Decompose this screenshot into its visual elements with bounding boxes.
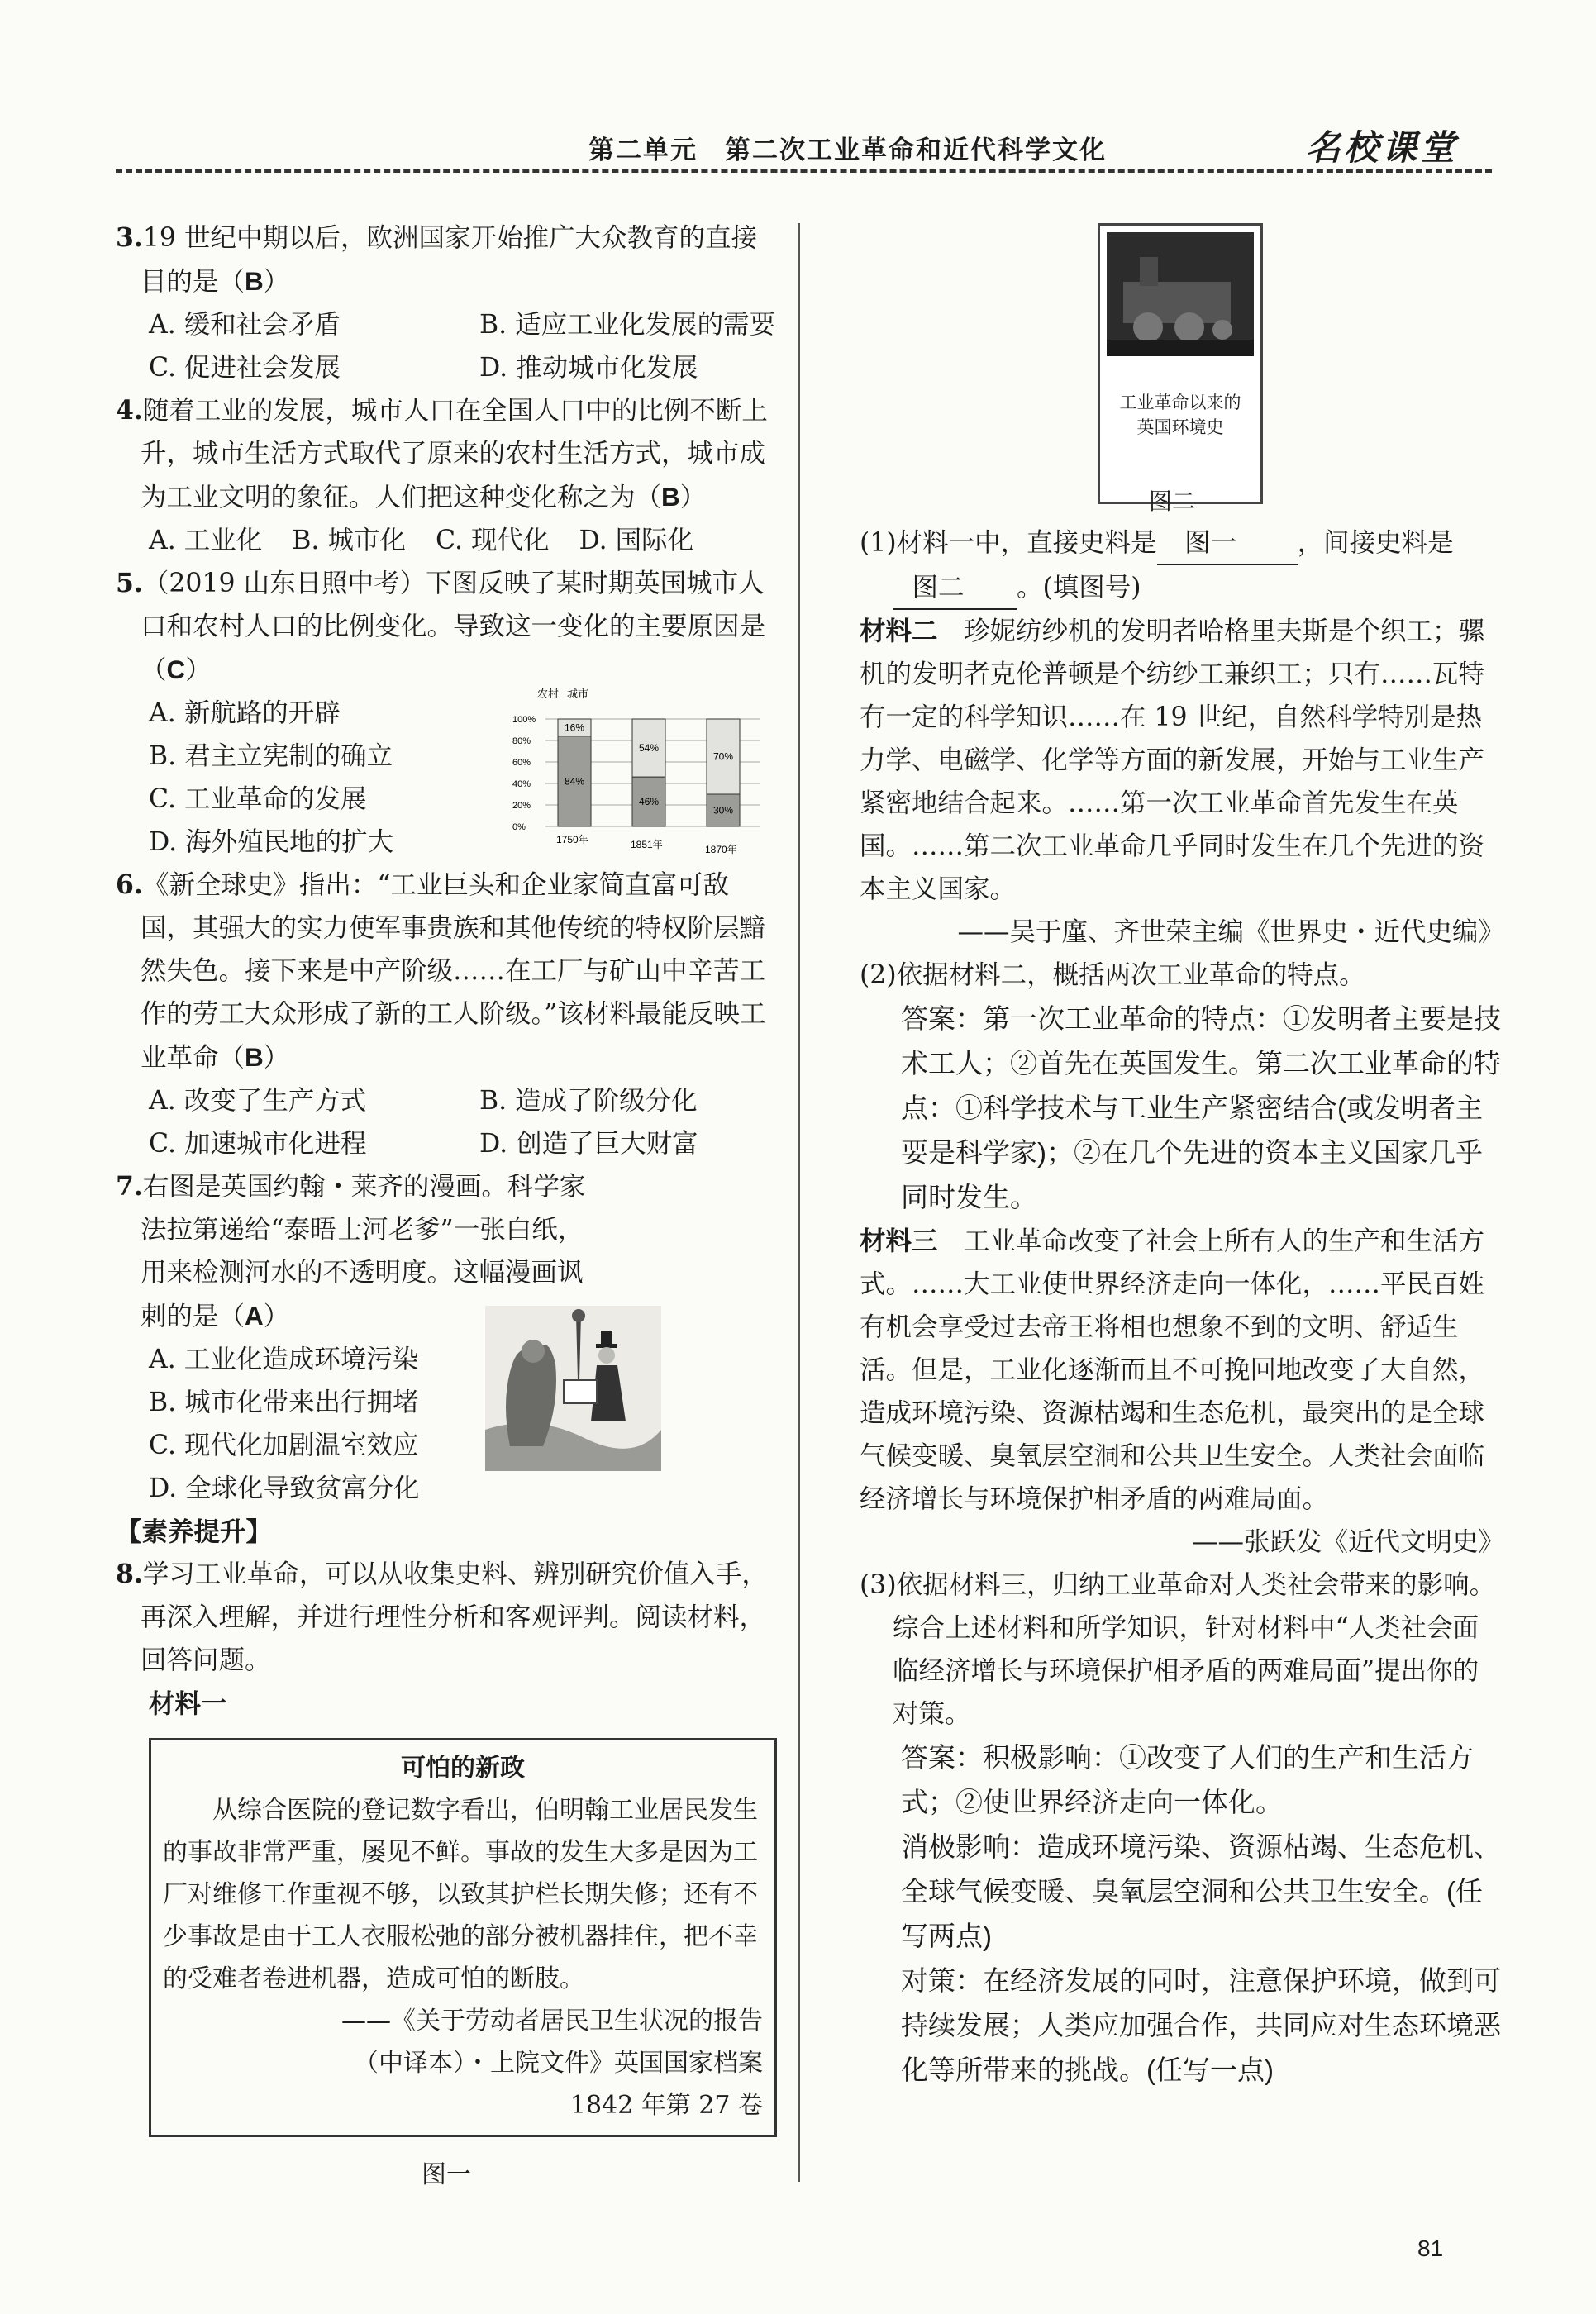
material-2 [860,610,1504,911]
question-4: 4.随着工业的发展，城市人口在全国人口中的比例不断上升，城市生活方式取代了原来的农村生活方式，城市成为工业文明的象征。人们把这种变化称之为（B） A. 工业化 B. 城市化 C. 现代化 D. 国际化 [116,389,777,562]
right-column [860,521,1504,2093]
sub-question-2: (2)依据材料二，概括两次工业革命的特点。 [860,960,1365,990]
column-divider [798,223,800,2182]
left-column [116,217,777,2197]
question-stem: 随着工业的发展，城市人口在全国人口中的比例不断上升，城市生活方式取代了原来的农村生活方式，城市成为工业文明的象征。人们把这种变化称之为（ [141,396,768,512]
option-d: D. 海外殖民地的扩大 [149,827,394,857]
option-c: C. 工业革命的发展 [149,784,367,814]
question-stem: 19 世纪中期以后，欧洲国家开始推广大众教育的直接目的是（ [141,223,757,297]
sub-question-3: (3)依据材料三，归纳工业革命对人类社会带来的影响。综合上述材料和所学知识，针对材料中“人类社会面临经济增长与环境保护相矛盾的两难局面”提出你的对策。 [860,1570,1496,1729]
option-d: D. 全球化导致贫富分化 [149,1474,420,1503]
option-d: D. 国际化 [579,526,694,555]
answer: A [245,1301,264,1331]
sub-question-1: (1)材料一中，直接史料是 图一 ，间接史料是图二 。(填图号) [860,521,1504,610]
question-number: 3. [116,222,143,253]
material-2-label: 材料二 [860,616,938,646]
options [116,1079,777,1165]
answer-2: 答案：第一次工业革命的特点：①发明者主要是技术工人；②首先在英国发生。第二次工业革命的特点：①科学技术与工业生产紧密结合(或发明者主要是科学家)；②在几个先进的资本主义国家几乎同时发生。 [901,1003,1501,1212]
option-a: A. 工业化造成环境污染 [149,1345,419,1374]
y-tick-label: 20% [512,801,531,811]
option-b: B. 城市化 [292,526,406,555]
book-title-line-1: 工业革命以来的 [1119,393,1241,412]
train-photo [1107,232,1254,356]
question-stem: 《新全球史》指出：“工业巨头和企业家简直富可敌国，其强大的实力使军事贵族和其他传统的特权阶层黯然失色。接下来是中产阶级……在工厂与矿山中辛苦工作的劳工大众形成了新的工人阶级。”该材料最能反映工业革命（ [141,870,766,1073]
urban-value-label: 16% [565,721,585,734]
question-stem: 学习工业革命，可以从收集史料、辨别研究价值入手，再深入理解，并进行理性分析和客观评判。阅读材料，回答问题。 [141,1559,768,1675]
legend-urban: 城市 [567,688,589,700]
header-rule [116,169,1492,173]
question-3: 3.19 世纪中期以后，欧洲国家开始推广大众教育的直接目的是（B） A. 缓和社会矛盾 B. 适应工业化发展的需要 C. 促进社会发展 D. 推动城市化发展 [116,217,777,389]
answer: C [166,655,186,684]
question-stem: 右图是英国约翰・莱齐的漫画。科学家法拉第递给“泰晤士河老爹”一张白纸，用来检测河水的不透明度。这幅漫画讽刺的是（ [141,1172,586,1331]
rural-value-label: 84% [565,775,585,788]
option-c: C. 现代化加剧温室效应 [149,1431,419,1460]
category-label: 1851年 [631,839,663,850]
question-number: 7. [116,1171,143,1202]
y-tick-label: 100% [512,715,536,725]
option-b: B. 适应工业化发展的需要 [479,310,776,340]
figure-1-caption: 图一 [422,2160,471,2189]
question-6: 6.《新全球史》指出：“工业巨头和企业家简直富可敌国，其强大的实力使军事贵族和其他传统的特权阶层黯然失色。接下来是中产阶级……在工厂与矿山中辛苦工作的劳工大众形成了新的工人阶级。”该材料最能反映工业革命（B） A. 改变了生产方式 B. 造成了阶级分化 C. 加速城市化进程 D. 创造了巨大财富 [116,864,777,1165]
option-d: D. 创造了巨大财富 [479,1129,698,1159]
answer: B [245,1042,264,1072]
urban-value-label: 70% [713,750,734,763]
book-title-line-2: 英国环境史 [1136,418,1224,437]
option-a: A. 改变了生产方式 [149,1086,367,1116]
header-brand: 名校课堂 [1306,127,1459,168]
box-source-3: 1842 年第 27 卷 [569,2091,763,2120]
material-3-label: 材料三 [860,1226,938,1256]
option-b: B. 城市化带来出行拥堵 [149,1388,419,1417]
category-label: 1870年 [705,844,737,855]
answer-3-negative: 消极影响：造成环境污染、资源枯竭、生态危机、全球气候变暖、臭氧层空洞和公共卫生安全。(任写两点) [901,1831,1501,1951]
option-d: D. 推动城市化发展 [479,353,698,383]
options [116,303,777,389]
legend-rural: 农村 [537,688,560,700]
question-number: 8. [116,1559,143,1589]
y-tick-label: 80% [512,736,531,746]
material-1-box [149,1738,777,2137]
box-body: 从综合医院的登记数字看出，伯明翰工业居民发生的事故非常严重，屡见不鲜。事故的发生大多是因为工厂对维修工作重视不够，以致其护栏长期失修；还有不少事故是由于工人衣服松弛的部分被机器挂住，把不幸的受难者卷进机器，造成可怕的断肢。 [163,1796,758,1993]
answer-3-positive: 答案：积极影响：①改变了人们的生产和生活方式；②使世界经济走向一体化。 [901,1742,1474,1817]
material-3-text: 工业革命改变了社会上所有人的生产和生活方式。……大工业使世界经济走向一体化，……平民百姓有机会享受过去帝王将相也想象不到的文明、舒适生活。但是，工业化逐渐而且不可挽回地改变了大自然，造成环境污染、资源枯竭和生态危机，最突出的是全球气候变暖、臭氧层空洞和公共卫生安全。人类社会面临经济增长与环境保护相矛盾的两难局面。 [860,1226,1485,1514]
box-source-1: ——《关于劳动者居民卫生状况的报告 [341,2007,763,2035]
blank-direct-source: 图一 [1157,521,1298,565]
option-c: C. 加速城市化进程 [149,1129,367,1159]
material-2-source: ——吴于廑、齐世荣主编《世界史・近代史编》 [957,917,1504,947]
option-c: C. 现代化 [435,526,550,555]
option-a: A. 新航路的开辟 [149,698,341,728]
y-tick-label: 60% [512,758,531,768]
page-number: 81 [1417,2235,1444,2261]
option-c: C. 促进社会发展 [149,353,341,383]
y-tick-label: 40% [512,779,531,789]
answer: B [245,266,264,296]
section-title: 【素养提升】 [116,1516,273,1546]
question-number: 5. [116,568,143,598]
rural-value-label: 30% [713,804,734,817]
box-title: 可怕的新政 [401,1755,525,1782]
book-cover-image [1098,223,1263,504]
blank-indirect-source: 图二 [893,565,1017,610]
options [116,519,777,562]
category-label: 1750年 [556,834,588,845]
urban-value-label: 54% [639,742,660,755]
header-unit-title: 第二单元 第二次工业革命和近代科学文化 [588,136,1107,165]
y-tick-label: 0% [512,822,526,832]
question-5: 5.（2019 山东日照中考）下图反映了某时期英国城市人口和农村人口的比例变化。导致这一变化的主要原因是（C） A. 新航路的开辟 B. 君主立宪制的确立 C. 工业革命的发展 D. 海外殖民地的扩大 农村 城市 100% 80% 60% 40% 20% 0% 16% 84% 1750年 54% 46% 1851年 70% 30% 1870年 [116,562,777,864]
cartoon-image [485,1306,661,1471]
question-number: 4. [116,395,143,426]
question-stem: （2019 山东日照中考）下图反映了某时期英国城市人口和农村人口的比例变化。导致这一变化的主要原因是（ [141,569,766,685]
material-1-label: 材料一 [149,1688,227,1718]
rural-value-label: 46% [639,796,660,808]
figure-2-caption: 图二 [1149,488,1196,515]
question-number: 6. [116,869,143,900]
answer: B [661,482,680,512]
option-b: B. 造成了阶级分化 [479,1086,698,1116]
box-source-2: （中译本）・上院文件》英国国家档案 [354,2049,763,2078]
answer-3-countermeasure: 对策：在经济发展的同时，注意保护环境，做到可持续发展；人类应加强合作，共同应对生态环境恶化等所带来的挑战。(任写一点) [901,1965,1501,2085]
material-3-source: ——张跃发《近代文明史》 [1191,1527,1504,1557]
question-7: 7.右图是英国约翰・莱齐的漫画。科学家法拉第递给“泰晤士河老爹”一张白纸，用来检测河水的不透明度。这幅漫画讽刺的是（A） A. 工业化造成环境污染 B. 城市化带来出行拥堵 C. 现代化加剧温室效应 D. 全球化导致贫富分化 [116,1165,777,1510]
question-8 [116,1553,777,2197]
population-chart [512,686,777,868]
material-3 [860,1220,1504,1521]
option-b: B. 君主立宪制的确立 [149,741,393,771]
option-a: A. 工业化 [149,526,263,555]
material-2-text: 珍妮纺纱机的发明者哈格里夫斯是个织工；骡机的发明者克伦普顿是个纺纱工兼织工；只有……瓦特有一定的科学知识……在 19 世纪，自然科学特别是热力学、电磁学、化学等方面的新发展，开始与工业生产紧密地结合起来。……第一次工业革命首先发生在英国。……第二次工业革命几乎同时发生在几个先进的资本主义国家。 [860,617,1485,904]
option-a: A. 缓和社会矛盾 [149,310,341,340]
